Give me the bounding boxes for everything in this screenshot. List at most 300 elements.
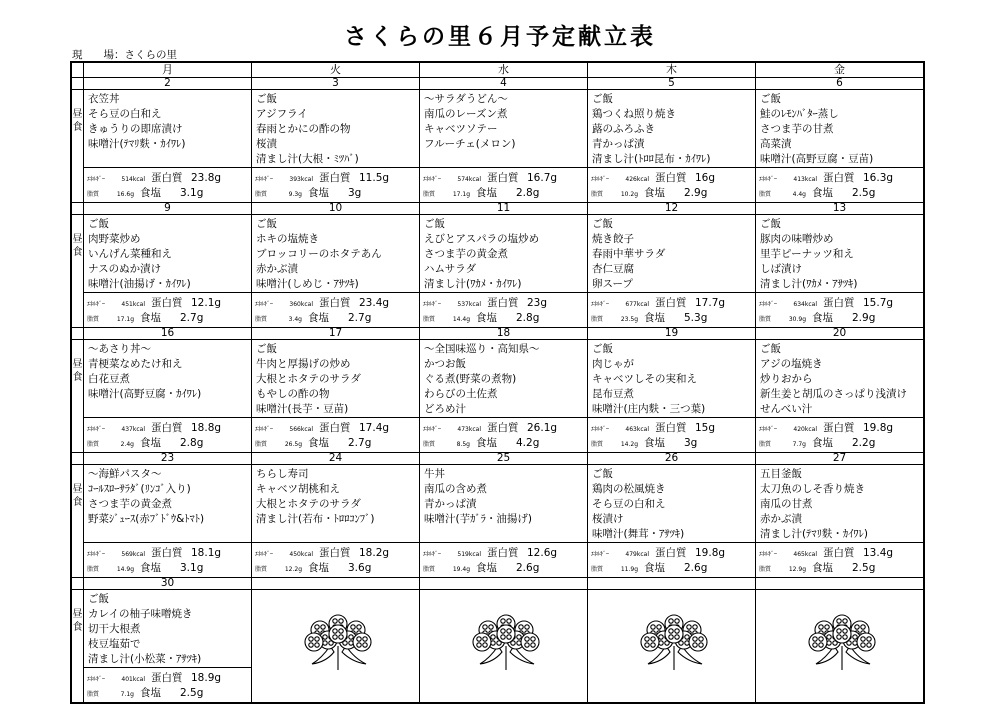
hydrangea-icon xyxy=(256,592,419,677)
fat-label: 脂質 xyxy=(255,566,268,573)
nutrition-cell xyxy=(588,418,756,453)
protein-value: 26.1g xyxy=(527,422,558,434)
salt-value: 3.1g xyxy=(180,562,204,574)
dish-item: 青梗菜なめたけ和え xyxy=(88,358,183,370)
dish-item: 衣笠丼 xyxy=(88,93,120,105)
dish-item: 大根とホタテのサラダ xyxy=(256,373,361,385)
nutrition-line-fat xyxy=(423,186,539,202)
energy-value: 519kcal xyxy=(457,551,481,558)
date-cell: 23 xyxy=(84,453,252,465)
nutrition-row xyxy=(71,543,924,578)
date-row xyxy=(71,328,924,340)
dish-item: ご飯 xyxy=(592,218,613,230)
energy-label: ｴﾈﾙｷﾞｰ xyxy=(591,551,610,558)
dish-item: ｺｰﾙｽﾛｰｻﾗﾀﾞ(ﾘﾝｺﾞ入り) xyxy=(88,483,191,495)
date-cell: 24 xyxy=(252,453,420,465)
nutrition-cell xyxy=(588,168,756,203)
dish-item: 味噌汁(庄内麩・三つ葉) xyxy=(592,403,706,415)
nutrition-line-energy xyxy=(423,421,557,437)
nutrition-line-energy xyxy=(423,171,557,187)
dish-item: ご飯 xyxy=(256,343,277,355)
nutrition-line-energy xyxy=(591,296,725,312)
menu-cell xyxy=(756,90,925,168)
salt-value: 3g xyxy=(348,187,362,199)
protein-label: 蛋白質 xyxy=(487,547,519,559)
protein-label: 蛋白質 xyxy=(823,297,855,309)
date-row xyxy=(71,578,924,590)
weekday-wed: 水 xyxy=(420,62,588,78)
hydrangea-icon xyxy=(760,592,923,677)
salt-value: 2.9g xyxy=(684,187,708,199)
dish-item: 杏仁豆腐 xyxy=(592,263,634,275)
dish-item: 南瓜の甘煮 xyxy=(760,498,813,510)
dish-item: ご飯 xyxy=(256,218,277,230)
fat-label: 脂質 xyxy=(87,191,100,198)
nutrition-cell xyxy=(756,543,925,578)
dish-item: ブロッコリーのホタテあん xyxy=(256,248,382,260)
dish-item: 清まし汁(小松菜・ｱｻﾂｷ) xyxy=(88,653,202,665)
energy-value: 393kcal xyxy=(289,176,313,183)
fat-label: 脂質 xyxy=(255,191,268,198)
menu-cell xyxy=(84,340,252,418)
salt-value: 2.2g xyxy=(852,437,876,449)
menu-cell xyxy=(588,215,756,293)
date-cell: 27 xyxy=(756,453,925,465)
dish-item: ハムサラダ xyxy=(424,263,477,275)
dish-item: ご飯 xyxy=(424,218,445,230)
meal-label-cell xyxy=(71,340,84,453)
protein-value: 15.7g xyxy=(863,297,894,309)
dish-item: ご飯 xyxy=(592,93,613,105)
menu-cell xyxy=(252,465,420,543)
menu-cell xyxy=(84,215,252,293)
dish-item: きゅうりの即席漬け xyxy=(88,123,183,135)
date-cell: 30 xyxy=(84,578,252,590)
energy-label: ｴﾈﾙｷﾞｰ xyxy=(87,426,106,433)
nutrition-line-fat xyxy=(87,436,203,452)
protein-label: 蛋白質 xyxy=(655,547,687,559)
dish-item: ご飯 xyxy=(88,218,109,230)
weekday-tue: 火 xyxy=(252,62,420,78)
menu-cell xyxy=(420,215,588,293)
salt-value: 2.7g xyxy=(180,312,204,324)
date-cell: 6 xyxy=(756,78,925,90)
salt-label: 食塩 xyxy=(308,562,329,574)
nutrition-row xyxy=(71,168,924,203)
energy-label: ｴﾈﾙｷﾞｰ xyxy=(87,676,106,683)
salt-value: 2.8g xyxy=(516,312,540,324)
dish-item: 五目釜飯 xyxy=(760,468,802,480)
dish-item: ナスのぬか漬け xyxy=(88,263,162,275)
page-title: さくらの里６月予定献立表 xyxy=(344,24,656,50)
energy-label: ｴﾈﾙｷﾞｰ xyxy=(423,426,442,433)
energy-label: ｴﾈﾙｷﾞｰ xyxy=(87,301,106,308)
fat-value: 10.2g xyxy=(620,191,638,198)
empty-cell xyxy=(420,590,588,704)
dish-item: 春雨中華サラダ xyxy=(592,248,666,260)
protein-value: 23.4g xyxy=(359,297,390,309)
salt-value: 3g xyxy=(684,437,698,449)
salt-label: 食塩 xyxy=(812,187,833,199)
dish-item: 清まし汁(ﾃﾏﾘ麩・ｶｲﾜﾚ) xyxy=(760,528,868,540)
date-cell: 5 xyxy=(588,78,756,90)
nutrition-line-energy xyxy=(759,171,893,187)
salt-label: 食塩 xyxy=(308,187,329,199)
protein-label: 蛋白質 xyxy=(487,422,519,434)
energy-value: 450kcal xyxy=(289,551,313,558)
salt-value: 2.5g xyxy=(852,187,876,199)
date-row-corner xyxy=(71,328,84,340)
energy-value: 479kcal xyxy=(625,551,649,558)
dish-item: 青かっぱ漬 xyxy=(592,138,645,150)
protein-value: 12.1g xyxy=(191,297,222,309)
dish-item: アジの塩焼き xyxy=(760,358,823,370)
energy-value: 566kcal xyxy=(289,426,313,433)
energy-label: ｴﾈﾙｷﾞｰ xyxy=(759,176,778,183)
dish-item: 春雨とかにの酢の物 xyxy=(256,123,351,135)
nutrition-line-fat xyxy=(759,436,875,452)
salt-value: 2.7g xyxy=(348,312,372,324)
salt-value: 3.6g xyxy=(348,562,372,574)
dish-item: キャベツソテー xyxy=(424,123,498,135)
meal-label: 昼食 xyxy=(72,609,83,633)
nutrition-line-energy xyxy=(255,171,389,187)
protein-label: 蛋白質 xyxy=(655,172,687,184)
dish-item: フルーチェ(メロン) xyxy=(424,138,516,150)
energy-label: ｴﾈﾙｷﾞｰ xyxy=(255,301,274,308)
date-cell: 4 xyxy=(420,78,588,90)
dish-item: さつま芋の黄金煮 xyxy=(424,248,508,260)
protein-label: 蛋白質 xyxy=(655,297,687,309)
fat-value: 14.9g xyxy=(116,566,134,573)
fat-value: 9.3g xyxy=(288,191,302,198)
fat-label: 脂質 xyxy=(423,191,436,198)
protein-value: 16g xyxy=(695,172,716,184)
dish-item: もやしの酢の物 xyxy=(256,388,330,400)
salt-label: 食塩 xyxy=(140,437,161,449)
weekday-mon: 月 xyxy=(84,62,252,78)
dish-item: 鶏つくね照り焼き xyxy=(592,108,676,120)
dish-item: 桜漬 xyxy=(256,138,277,150)
menu-row xyxy=(71,215,924,293)
nutrition-line-fat xyxy=(591,436,697,452)
salt-label: 食塩 xyxy=(812,312,833,324)
dish-item: さつま芋の甘煮 xyxy=(760,123,834,135)
dish-item: 炒りおから xyxy=(760,373,813,385)
nutrition-line-fat xyxy=(255,186,361,202)
nutrition-cell xyxy=(252,293,420,328)
dish-item: そら豆の白和え xyxy=(592,498,666,510)
protein-label: 蛋白質 xyxy=(319,297,351,309)
dish-item: ホキの塩焼き xyxy=(256,233,319,245)
fat-label: 脂質 xyxy=(255,441,268,448)
nutrition-line-energy xyxy=(591,421,715,437)
fat-value: 7.7g xyxy=(792,441,806,448)
dish-item: ～全国味巡り・高知県～ xyxy=(424,343,540,355)
salt-label: 食塩 xyxy=(308,437,329,449)
date-cell: 20 xyxy=(756,328,925,340)
fat-value: 23.5g xyxy=(620,316,638,323)
nutrition-cell xyxy=(588,543,756,578)
nutrition-line-energy xyxy=(759,421,893,437)
protein-value: 18.2g xyxy=(359,547,390,559)
date-cell: 16 xyxy=(84,328,252,340)
empty-cell xyxy=(588,590,756,704)
nutrition-cell xyxy=(420,168,588,203)
dish-item: 牛肉と厚揚げの炒め xyxy=(256,358,351,370)
date-row xyxy=(71,78,924,90)
energy-value: 437kcal xyxy=(121,426,145,433)
date-cell: 13 xyxy=(756,203,925,215)
protein-value: 23g xyxy=(527,297,548,309)
meal-label: 昼食 xyxy=(72,484,83,508)
protein-label: 蛋白質 xyxy=(151,672,183,684)
salt-label: 食塩 xyxy=(140,312,161,324)
protein-label: 蛋白質 xyxy=(319,422,351,434)
energy-label: ｴﾈﾙｷﾞｰ xyxy=(87,551,106,558)
energy-label: ｴﾈﾙｷﾞｰ xyxy=(591,426,610,433)
menu-cell xyxy=(420,465,588,543)
nutrition-line-fat xyxy=(423,436,539,452)
fat-label: 脂質 xyxy=(591,566,604,573)
dish-item: ～あさり丼～ xyxy=(88,343,151,355)
fat-label: 脂質 xyxy=(591,191,604,198)
fat-value: 2.4g xyxy=(120,441,134,448)
protein-label: 蛋白質 xyxy=(487,172,519,184)
nutrition-line-energy xyxy=(423,546,557,562)
nutrition-line-fat xyxy=(591,311,707,327)
fat-label: 脂質 xyxy=(87,316,100,323)
nutrition-cell xyxy=(84,543,252,578)
menu-cell xyxy=(420,90,588,168)
dish-item: 卵スープ xyxy=(592,278,633,290)
dish-item: どろめ汁 xyxy=(424,403,466,415)
date-row-corner xyxy=(71,453,84,465)
date-cell: 9 xyxy=(84,203,252,215)
fat-value: 3.4g xyxy=(288,316,302,323)
nutrition-cell xyxy=(84,668,252,704)
fat-value: 11.9g xyxy=(620,566,638,573)
dish-item: 桜漬け xyxy=(592,513,624,525)
nutrition-line-energy xyxy=(759,546,893,562)
menu-cell xyxy=(84,590,252,668)
meal-label: 昼食 xyxy=(72,359,83,383)
dish-item: ご飯 xyxy=(88,593,109,605)
date-cell: 11 xyxy=(420,203,588,215)
dish-item: キャベツ胡桃和え xyxy=(256,483,340,495)
protein-label: 蛋白質 xyxy=(823,547,855,559)
dish-item: わらびの土佐煮 xyxy=(424,388,498,400)
menu-cell xyxy=(756,465,925,543)
nutrition-line-fat xyxy=(87,311,203,327)
date-row-corner xyxy=(71,203,84,215)
fat-value: 30.9g xyxy=(788,316,806,323)
menu-cell xyxy=(252,340,420,418)
menu-row xyxy=(71,90,924,168)
fat-value: 17.1g xyxy=(116,316,134,323)
dish-item: ご飯 xyxy=(592,343,613,355)
salt-label: 食塩 xyxy=(140,187,161,199)
weekday-fri: 金 xyxy=(756,62,925,78)
salt-value: 4.2g xyxy=(516,437,540,449)
nutrition-line-energy xyxy=(759,296,893,312)
empty-cell xyxy=(756,590,925,704)
nutrition-line-fat xyxy=(255,436,371,452)
protein-value: 19.8g xyxy=(863,422,894,434)
salt-value: 3.1g xyxy=(180,187,204,199)
menu-cell xyxy=(588,340,756,418)
salt-label: 食塩 xyxy=(476,312,497,324)
menu-cell xyxy=(252,90,420,168)
protein-value: 12.6g xyxy=(527,547,558,559)
meal-label-cell xyxy=(71,90,84,203)
energy-label: ｴﾈﾙｷﾞｰ xyxy=(87,176,106,183)
dish-item: 鮭のﾚﾓﾝﾊﾞﾀｰ蒸し xyxy=(760,108,839,120)
salt-value: 2.5g xyxy=(180,687,204,699)
nutrition-line-fat xyxy=(423,311,539,327)
fat-value: 14.2g xyxy=(620,441,638,448)
dish-item: 高菜漬 xyxy=(760,138,792,150)
energy-value: 569kcal xyxy=(121,551,145,558)
protein-label: 蛋白質 xyxy=(151,172,183,184)
menu-cell xyxy=(252,215,420,293)
energy-label: ｴﾈﾙｷﾞｰ xyxy=(255,176,274,183)
nutrition-line-energy xyxy=(591,546,725,562)
date-row-corner xyxy=(71,578,84,590)
menu-row xyxy=(71,465,924,543)
dish-item: 味噌汁(高野豆腐・豆苗) xyxy=(760,153,874,165)
meal-label-cell xyxy=(71,465,84,578)
nutrition-row xyxy=(71,418,924,453)
weekday-thu: 木 xyxy=(588,62,756,78)
dish-item: ご飯 xyxy=(256,93,277,105)
salt-label: 食塩 xyxy=(140,562,161,574)
protein-label: 蛋白質 xyxy=(151,422,183,434)
date-cell xyxy=(756,578,925,590)
weekday-header-row xyxy=(71,62,924,78)
fat-label: 脂質 xyxy=(255,316,268,323)
date-cell xyxy=(252,578,420,590)
menu-row xyxy=(71,340,924,418)
protein-label: 蛋白質 xyxy=(823,422,855,434)
fat-value: 4.4g xyxy=(792,191,806,198)
fat-value: 7.1g xyxy=(120,691,134,698)
dish-item: ご飯 xyxy=(760,218,781,230)
dish-item: ご飯 xyxy=(760,343,781,355)
nutrition-line-fat xyxy=(87,186,203,202)
energy-label: ｴﾈﾙｷﾞｰ xyxy=(759,301,778,308)
protein-label: 蛋白質 xyxy=(319,547,351,559)
dish-item: 清まし汁(大根・ﾐﾂﾊﾞ) xyxy=(256,153,359,165)
protein-value: 16.7g xyxy=(527,172,558,184)
nutrition-cell xyxy=(252,543,420,578)
salt-value: 2.6g xyxy=(684,562,708,574)
salt-label: 食塩 xyxy=(476,562,497,574)
energy-label: ｴﾈﾙｷﾞｰ xyxy=(591,301,610,308)
fat-label: 脂質 xyxy=(87,691,100,698)
protein-label: 蛋白質 xyxy=(823,172,855,184)
protein-value: 18.8g xyxy=(191,422,222,434)
fat-value: 19.4g xyxy=(452,566,470,573)
protein-value: 13.4g xyxy=(863,547,894,559)
nutrition-cell xyxy=(420,543,588,578)
date-cell: 2 xyxy=(84,78,252,90)
dish-item: 味噌汁(油揚げ・ｶｲﾜﾚ) xyxy=(88,278,191,290)
dish-item: 赤かぶ漬 xyxy=(760,513,802,525)
nutrition-line-energy xyxy=(423,296,547,312)
dish-item: しば漬け xyxy=(760,263,802,275)
protein-label: 蛋白質 xyxy=(487,297,519,309)
dish-item: 南瓜の含め煮 xyxy=(424,483,487,495)
dish-item: ご飯 xyxy=(760,93,781,105)
meal-label-cell xyxy=(71,215,84,328)
menu-row xyxy=(71,590,924,668)
salt-label: 食塩 xyxy=(476,437,497,449)
dish-item: 味噌汁(長芋・豆苗) xyxy=(256,403,349,415)
protein-value: 18.9g xyxy=(191,672,222,684)
energy-value: 451kcal xyxy=(121,301,145,308)
dish-item: 鶏肉の松風焼き xyxy=(592,483,666,495)
date-cell: 26 xyxy=(588,453,756,465)
salt-label: 食塩 xyxy=(644,187,665,199)
nutrition-line-fat xyxy=(255,311,371,327)
energy-value: 634kcal xyxy=(793,301,817,308)
dish-item: せんべい汁 xyxy=(760,403,813,415)
energy-value: 677kcal xyxy=(625,301,649,308)
protein-value: 18.1g xyxy=(191,547,222,559)
protein-value: 15g xyxy=(695,422,716,434)
nutrition-line-energy xyxy=(87,171,221,187)
dish-item: 豚肉の味噌炒め xyxy=(760,233,834,245)
energy-value: 413kcal xyxy=(793,176,817,183)
energy-label: ｴﾈﾙｷﾞｰ xyxy=(255,551,274,558)
dish-item: 里芋ピーナッツ和え xyxy=(760,248,854,260)
dish-item: 清まし汁(ﾜｶﾒ・ｶｲﾜﾚ) xyxy=(424,278,522,290)
dish-item: かつお飯 xyxy=(424,358,466,370)
dish-item: ぐる煮(野菜の煮物) xyxy=(424,373,517,385)
nutrition-line-energy xyxy=(87,421,221,437)
dish-item: そら豆の白和え xyxy=(88,108,162,120)
date-cell: 10 xyxy=(252,203,420,215)
site-label: 現 場：さくらの里 xyxy=(72,49,177,61)
fat-label: 脂質 xyxy=(759,441,772,448)
dish-item: 野菜ｼﾞｭｰｽ(赤ﾌﾞﾄﾞｳ&ﾄﾏﾄ) xyxy=(88,513,205,525)
menu-cell xyxy=(588,465,756,543)
dish-item: 牛丼 xyxy=(424,468,445,480)
date-row xyxy=(71,203,924,215)
fat-label: 脂質 xyxy=(759,566,772,573)
salt-value: 2.5g xyxy=(852,562,876,574)
energy-value: 514kcal xyxy=(121,176,145,183)
energy-value: 574kcal xyxy=(457,176,481,183)
hydrangea-icon xyxy=(424,592,587,677)
date-cell xyxy=(420,578,588,590)
dish-item: 清まし汁(若布・ﾄﾛﾛｺﾝﾌﾞ) xyxy=(256,513,375,525)
menu-cell xyxy=(756,215,925,293)
nutrition-cell xyxy=(756,293,925,328)
nutrition-line-fat xyxy=(87,561,203,577)
salt-value: 2.9g xyxy=(852,312,876,324)
dish-item: 大根とホタテのサラダ xyxy=(256,498,361,510)
protein-value: 17.4g xyxy=(359,422,390,434)
protein-label: 蛋白質 xyxy=(151,297,183,309)
salt-value: 5.3g xyxy=(684,312,708,324)
meal-label: 昼食 xyxy=(72,109,83,133)
dish-item: 青かっぱ漬 xyxy=(424,498,477,510)
dish-item: 南瓜のレーズン煮 xyxy=(424,108,508,120)
protein-value: 11.5g xyxy=(359,172,390,184)
energy-label: ｴﾈﾙｷﾞｰ xyxy=(591,176,610,183)
